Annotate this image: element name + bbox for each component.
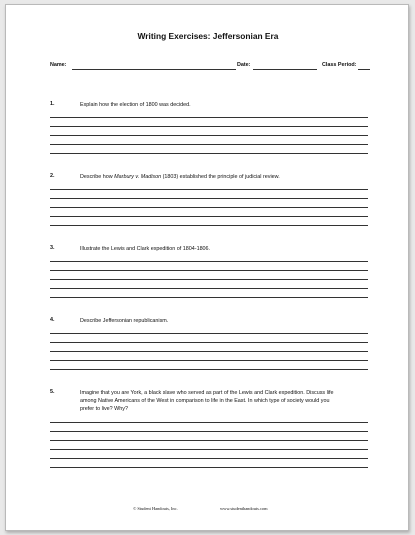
answer-line — [50, 288, 368, 289]
question-2-text-end: (1803) established the principle of judicial review. — [161, 174, 280, 180]
answer-line — [50, 458, 368, 459]
question-1-number: 1. — [50, 101, 55, 107]
answer-line — [50, 216, 368, 217]
worksheet-page — [5, 4, 409, 531]
question-5-line-1: Imagine that you are York, a black slave who served as part of the Lewis and Clark expedition. Discuss life — [80, 390, 334, 396]
answer-line — [50, 422, 368, 423]
answer-line — [50, 126, 368, 127]
student-info-row — [50, 62, 368, 72]
question-2-number: 2. — [50, 173, 55, 179]
answer-line — [50, 198, 368, 199]
case-name: Marbury v. Madison — [114, 174, 162, 180]
answer-line — [50, 153, 368, 154]
question-5-text — [80, 389, 368, 414]
name-label: Name: — [50, 62, 67, 68]
question-4-text: Describe Jeffersonian republicanism. — [80, 318, 169, 324]
answer-line — [50, 351, 368, 352]
answer-line — [50, 297, 368, 298]
question-5-number: 5. — [50, 389, 55, 395]
question-3-text: Illustrate the Lewis and Clark expedition of 1804-1806. — [80, 246, 211, 252]
page-title: Writing Exercises: Jeffersonian Era — [137, 31, 279, 41]
answer-line — [50, 270, 368, 271]
question-3-number: 3. — [50, 245, 55, 251]
question-5-line-3: prefer to live? Why? — [80, 406, 128, 413]
question-1-text: Explain how the election of 1800 was decided. — [80, 102, 191, 108]
answer-line — [50, 117, 368, 118]
footer-website: www.studenthandouts.com — [220, 506, 268, 511]
class-period-label: Class Period: — [322, 62, 357, 68]
question-2-text — [80, 173, 368, 181]
question-4-number: 4. — [50, 317, 55, 323]
answer-line — [50, 440, 368, 441]
answer-line — [50, 144, 368, 145]
answer-line — [50, 135, 368, 136]
answer-line — [50, 207, 368, 208]
answer-line — [50, 449, 368, 450]
footer-copyright: © Student Handouts, Inc. — [133, 506, 178, 511]
answer-line — [50, 467, 368, 468]
answer-line — [50, 189, 368, 190]
question-5-line-2: among Native Americans of the West in comparison to life in the East. In which type of society would you — [80, 398, 330, 405]
answer-line — [50, 342, 368, 343]
answer-line — [50, 360, 368, 361]
question-2-text-start: Describe how — [80, 174, 115, 180]
answer-line — [50, 225, 368, 226]
answer-line — [50, 369, 368, 370]
answer-line — [50, 431, 368, 432]
date-label: Date: — [237, 62, 251, 68]
class-period-blank — [358, 69, 370, 70]
answer-line — [50, 333, 368, 334]
answer-line — [50, 279, 368, 280]
date-blank — [253, 69, 317, 70]
answer-line — [50, 261, 368, 262]
name-blank — [72, 69, 236, 70]
